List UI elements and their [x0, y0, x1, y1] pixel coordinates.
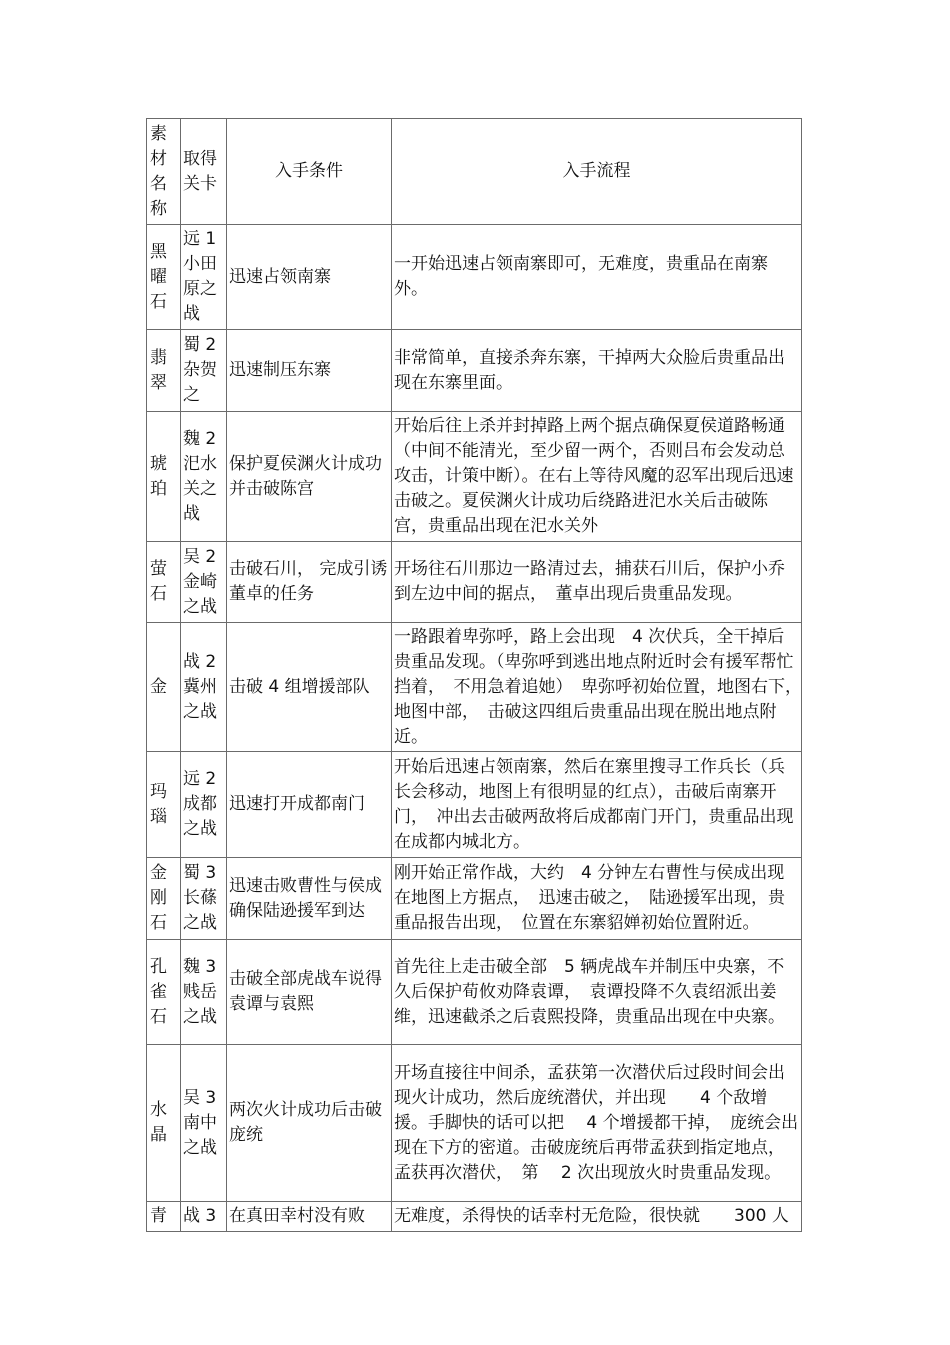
process-cell: 非常简单，直接杀奔东寨，干掉两大众脸后贵重品出现在东寨里面。	[392, 330, 802, 412]
condition-cell: 击破全部虎战车说得袁谭与袁熙	[227, 940, 392, 1045]
stage-cell: 远 2 成都之战	[181, 752, 227, 858]
table-row	[147, 623, 802, 752]
process-cell: 首先往上走击破全部 5 辆虎战车并制压中央寨，不久后保护荀攸劝降袁谭， 袁谭投降不久袁绍派出姜维，迅速截杀之后袁熙投降，贵重品出现在中央寨。	[392, 940, 802, 1045]
table-row	[147, 752, 802, 858]
material-name-cell: 孔雀石	[147, 940, 181, 1045]
table-row	[147, 225, 802, 330]
process-cell: 开始后往上杀并封掉路上两个据点确保夏侯道路畅通（中间不能清光，至少留一两个，否则吕布会发动总攻击，计策中断）。在右上等待风魔的忍军出现后迅速击破之。夏侯渊火计成功后绕路进汜水关后击破陈宫，贵重品出现在汜水关外	[392, 412, 802, 542]
material-acquisition-table	[146, 118, 811, 1232]
table-row	[147, 412, 802, 542]
table-row	[147, 858, 802, 940]
stage-cell: 魏 2 汜水关之战	[181, 412, 227, 542]
material-name-cell: 玛瑙	[147, 752, 181, 858]
material-name-cell: 金	[147, 623, 181, 752]
header-material-name: 素材名称	[147, 119, 181, 225]
process-cell: 开始后迅速占领南寨，然后在寨里搜寻工作兵长（兵长会移动，地图上有很明显的红点），击破后南寨开门， 冲出去击破两敌将后成都南门开门，贵重品出现在成都内城北方。	[392, 752, 802, 858]
process-cell: 一路跟着卑弥呼，路上会出现 4 次伏兵，全干掉后贵重品发现。（卑弥呼到逃出地点附近时会有援军帮忙挡着， 不用急着追她） 卑弥呼初始位置，地图右下， 地图中部， 击破这四组后贵重品出现在脱出地点附近。	[392, 623, 802, 752]
condition-cell: 保护夏侯渊火计成功并击破陈宫	[227, 412, 392, 542]
material-name-cell: 黑曜石	[147, 225, 181, 330]
condition-cell: 击破 4 组增援部队	[227, 623, 392, 752]
stage-cell: 蜀 3 长蓧之战	[181, 858, 227, 940]
condition-cell: 击破石川， 完成引诱董卓的任务	[227, 542, 392, 623]
stage-cell: 吴 3 南中之战	[181, 1045, 227, 1202]
process-cell: 无难度，杀得快的话幸村无危险，很快就 300 人	[392, 1202, 802, 1232]
material-name-cell: 青	[147, 1202, 181, 1232]
material-name-cell: 金刚石	[147, 858, 181, 940]
stage-cell: 魏 3 贱岳之战	[181, 940, 227, 1045]
header-stage: 取得关卡	[181, 119, 227, 225]
stage-cell: 战 2 冀州之战	[181, 623, 227, 752]
material-name-cell: 琥珀	[147, 412, 181, 542]
condition-cell: 在真田幸村没有败	[227, 1202, 392, 1232]
material-name-cell: 水晶	[147, 1045, 181, 1202]
condition-cell: 迅速占领南寨	[227, 225, 392, 330]
table-row	[147, 940, 802, 1045]
stage-cell: 远 1 小田原之战	[181, 225, 227, 330]
process-cell: 开场直接往中间杀，孟获第一次潜伏后过段时间会出现火计成功，然后庞统潜伏，并出现 4 个敌增援。手脚快的话可以把 4 个增援都干掉， 庞统会出现在下方的密道。击破庞统后再带孟获到指定地点，孟获再次潜伏， 第 2 次出现放火时贵重品发现。	[392, 1045, 802, 1202]
stage-cell: 战 3	[181, 1202, 227, 1232]
header-process: 入手流程	[392, 119, 802, 225]
process-cell: 开场往石川那边一路清过去，捕获石川后，保护小乔到左边中间的据点， 董卓出现后贵重品发现。	[392, 542, 802, 623]
process-cell: 刚开始正常作战，大约 4 分钟左右曹性与侯成出现在地图上方据点， 迅速击破之， 陆逊援军出现，贵重品报告出现， 位置在东寨貂婵初始位置附近。	[392, 858, 802, 940]
table-row	[147, 542, 802, 623]
condition-cell: 迅速击败曹性与侯成确保陆逊援军到达	[227, 858, 392, 940]
table-row	[147, 330, 802, 412]
process-cell: 一开始迅速占领南寨即可，无难度，贵重品在南寨外。	[392, 225, 802, 330]
condition-cell: 迅速制压东寨	[227, 330, 392, 412]
condition-cell: 两次火计成功后击破庞统	[227, 1045, 392, 1202]
condition-cell: 迅速打开成都南门	[227, 752, 392, 858]
table-row	[147, 1045, 802, 1202]
material-name-cell: 翡翠	[147, 330, 181, 412]
table-row	[147, 1202, 802, 1232]
table-header-row	[147, 119, 802, 225]
header-condition: 入手条件	[227, 119, 392, 225]
stage-cell: 吴 2 金崎之战	[181, 542, 227, 623]
stage-cell: 蜀 2 杂贺之	[181, 330, 227, 412]
material-name-cell: 萤石	[147, 542, 181, 623]
